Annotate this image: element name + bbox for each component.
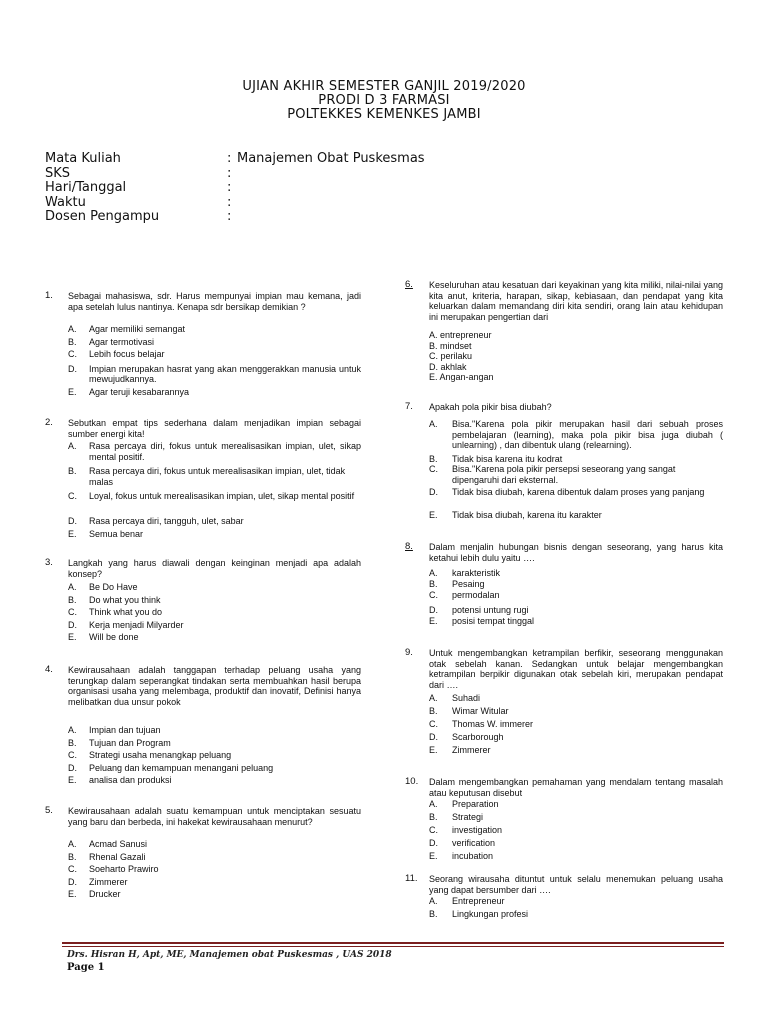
option-b[interactable]: B. Wimar Witular <box>429 706 509 716</box>
exam-title: UJIAN AKHIR SEMESTER GANJIL 2019/2020 <box>242 79 526 94</box>
question-number: 11. <box>405 873 418 884</box>
question-number: 3. <box>45 557 53 568</box>
option-c[interactable]: C. perilaku <box>429 351 473 361</box>
option-e[interactable]: E. posisi tempat tinggal <box>429 616 535 626</box>
option-e[interactable]: E. Angan-angan <box>429 372 494 382</box>
options <box>45 441 361 541</box>
question-number: 9. <box>405 647 413 658</box>
options <box>405 693 723 758</box>
option-d[interactable]: D. Rasa percaya diri, tangguh, ulet, sabar <box>68 516 244 526</box>
option-b[interactable]: B. Agar termotivasi <box>68 336 155 347</box>
option-d[interactable]: D. Zimmerer <box>68 876 128 887</box>
question-text: Kewirausahaan adalah suatu kemampuan untuk menciptakan sesuatu yang baru dan berbeda, ini hakekat kewirausahaan menurut? <box>68 806 361 827</box>
footer-divider-thin <box>62 946 724 947</box>
option-b[interactable]: B. Rhenal Gazali <box>68 851 146 862</box>
option-d[interactable]: D. Impian merupakan hasrat yang akan menggerakkan manusia untuk mewujudkannya. <box>68 363 361 384</box>
question-number: 7. <box>405 401 413 412</box>
options <box>405 419 723 523</box>
option-a[interactable]: A. Rasa percaya diri, fokus untuk merealisasikan impian, ulet, sikap mental positif. <box>68 441 361 462</box>
info-colon: : <box>227 166 232 181</box>
option-c[interactable]: C. Thomas W. immerer <box>429 719 534 729</box>
question-text: Dalam menjalin hubungan bisnis dengan seseorang, yang harus kita ketahui lebih dulu yaitu …. <box>429 542 723 563</box>
option-d[interactable]: D. Scarborough <box>429 732 504 742</box>
question-number: 5. <box>45 805 53 816</box>
option-a[interactable]: A. entrepreneur <box>429 330 492 340</box>
question-number: 1. <box>45 290 53 301</box>
options <box>45 839 361 902</box>
options <box>405 799 723 864</box>
page-number: Page 1 <box>67 962 105 973</box>
info-label: Mata Kuliah <box>45 151 121 166</box>
option-c[interactable]: C. investigation <box>429 825 503 835</box>
info-colon: : <box>227 151 232 166</box>
question-text: Dalam mengembangkan pemahaman yang mendalam tentang masalah atau keputusan disebut <box>429 777 723 798</box>
question-text: Kewirausahaan adalah tanggapan terhadap peluang usaha yang terungkap dalam seperangkat tindakan serta membuahkan hasil berupa organisasi usaha yang melembaga, produktif dan inovatif, Definisi hanya melibatkan dua unsur pokok <box>68 665 361 707</box>
question-text: Seorang wirausaha dituntut untuk selalu menemukan peluang usaha yang dapat bersumber dari …. <box>429 874 723 895</box>
info-colon: : <box>227 209 232 224</box>
info-label: Waktu <box>45 195 86 210</box>
question-text: Apakah pola pikir bisa diubah? <box>429 402 552 412</box>
option-b[interactable]: B. Tidak bisa karena itu kodrat <box>429 454 563 464</box>
program-title: PRODI D 3 FARMASI <box>318 93 450 108</box>
question-number: 4. <box>45 664 53 675</box>
option-e[interactable]: E. Agar teruji kesabarannya <box>68 386 190 397</box>
info-value: Manajemen Obat Puskesmas <box>237 151 425 166</box>
option-c[interactable]: C. permodalan <box>429 590 500 600</box>
options <box>429 330 723 383</box>
option-d[interactable]: D. Peluang dan kemampuan menangani peluang <box>68 762 274 773</box>
info-label: SKS <box>45 166 71 181</box>
option-a[interactable]: A. Agar memiliki semangat <box>68 324 186 334</box>
question-text: Sebagai mahasiswa, sdr. Harus mempunyai impian mau kemana, jadi apa setelah lulus nantinya. Kenapa sdr bersikap demikian ? <box>68 291 361 312</box>
option-b[interactable]: B. Rasa percaya diri, fokus untuk merealisasikan impian, ulet, tidak malas <box>68 466 346 487</box>
options <box>45 324 361 399</box>
question-text: Langkah yang harus diawali dengan keinginan menjadi apa adalah konsep? <box>68 558 361 579</box>
option-e[interactable]: E. Zimmerer <box>429 745 491 755</box>
option-a[interactable]: A. Bisa."Karena pola pikir merupakan hasil dari sebuah proses pembelajaran (learning), maka pola pikir bisa juga diubah ( unlearning) , dan dibentuk ulang (relearning). <box>429 419 723 450</box>
option-e[interactable]: E. Will be done <box>68 632 139 642</box>
options <box>405 896 723 922</box>
option-d[interactable]: D. verification <box>429 838 496 848</box>
option-e[interactable]: E. Drucker <box>68 889 121 899</box>
option-b[interactable]: B. Do what you think <box>68 594 161 605</box>
option-c[interactable]: C. Think what you do <box>68 607 163 617</box>
options <box>45 582 361 645</box>
option-d[interactable]: D. potensi untung rugi <box>429 605 529 615</box>
option-e[interactable]: E. Tidak bisa diubah, karena itu karakter <box>429 510 602 520</box>
info-colon: : <box>227 195 232 210</box>
options <box>45 725 361 788</box>
option-a[interactable]: A. Suhadi <box>429 693 481 703</box>
question-text: Keseluruhan atau kesatuan dari keyakinan yang kita miliki, nilai-nilai yang kita anut, kriteria, harapan, sikap, kebiasaan, dan pendapat yang kita keluarkan dalam memandang diri kita sendiri, orang lain atau kehidupan ini merupakan pengertian dari <box>429 280 723 322</box>
option-d[interactable]: D. Tidak bisa diubah, karena dibentuk dalam proses yang panjang <box>429 487 705 497</box>
option-b[interactable]: B. Strategi <box>429 812 484 822</box>
question-number: 8. <box>405 541 413 552</box>
option-c[interactable]: C. Loyal, fokus untuk merealisasikan impian, ulet, sikap mental positif <box>68 491 355 501</box>
option-a[interactable]: A. Preparation <box>429 799 499 809</box>
footer-divider-thick <box>62 942 724 944</box>
option-c[interactable]: C. Strategi usaha menangkap peluang <box>68 750 232 760</box>
institution-title: POLTEKKES KEMENKES JAMBI <box>287 107 481 122</box>
option-b[interactable]: B. Lingkungan profesi <box>429 909 529 919</box>
option-b[interactable]: B. Pesaing <box>429 579 485 589</box>
option-e[interactable]: E. analisa dan produksi <box>68 775 172 785</box>
footer-text: Drs. Hisran H, Apt, ME, Manajemen obat Puskesmas , UAS 2018 <box>67 950 392 960</box>
option-a[interactable]: A. Impian dan tujuan <box>68 725 161 735</box>
info-colon: : <box>227 180 232 195</box>
question-number: 10. <box>405 776 419 787</box>
question-text: Untuk mengembangkan ketrampilan berfikir, seseorang menggunakan otak sebelah kanan. Sedangkan untuk belajar mengembangkan ketrampilan berpikir digunakan otak sebelah kiri, merupakan pendapat dari …. <box>429 648 723 690</box>
option-e[interactable]: E. incubation <box>429 851 494 861</box>
option-a[interactable]: A. Be Do Have <box>68 582 138 592</box>
option-d[interactable]: D. akhlak <box>429 361 467 372</box>
question-number: 2. <box>45 417 53 428</box>
info-label: Hari/Tanggal <box>45 180 127 195</box>
question-text: Sebutkan empat tips sederhana dalam menjadikan impian sebagai sumber energi kita! <box>68 418 361 439</box>
options <box>405 568 723 627</box>
option-b[interactable]: B. mindset <box>429 340 472 351</box>
option-b[interactable]: B. Tujuan dan Program <box>68 737 171 748</box>
option-c[interactable]: C. Soeharto Prawiro <box>68 864 159 874</box>
option-a[interactable]: A. Acmad Sanusi <box>68 839 148 849</box>
question-number: 6. <box>405 279 413 290</box>
option-c[interactable]: C. Lebih focus belajar <box>68 349 165 359</box>
option-d[interactable]: D. Kerja menjadi Milyarder <box>68 619 184 630</box>
option-c[interactable]: C. Bisa."Karena pola pikir persepsi seseorang yang sangat dipengaruhi dari eksternal. <box>429 464 676 485</box>
option-a[interactable]: A. karakteristik <box>429 568 501 578</box>
option-e[interactable]: E. Semua benar <box>68 528 144 539</box>
option-a[interactable]: A. Entrepreneur <box>429 896 505 906</box>
info-label: Dosen Pengampu <box>45 209 160 224</box>
